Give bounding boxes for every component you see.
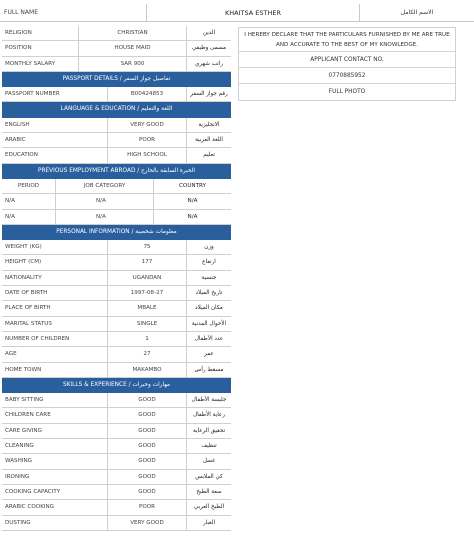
row-value: HOUSE MAID — [78, 41, 187, 55]
cv-form — [2, 26, 231, 531]
row-value: POOR — [107, 500, 187, 514]
employment-period: N/A — [5, 198, 15, 205]
row-arabic: تعليم — [203, 152, 215, 159]
row-label: AGE — [5, 351, 17, 358]
basic-section — [2, 26, 231, 72]
info-row — [2, 454, 231, 469]
row-value: VERY GOOD — [107, 118, 187, 132]
row-value: 75 — [107, 240, 187, 254]
full-name-value: KHAITSA ESTHER — [146, 4, 360, 21]
info-row — [2, 41, 231, 56]
info-row — [2, 87, 231, 102]
row-arabic: مسمى وظيفي — [192, 45, 226, 52]
row-value: HIGH SCHOOL — [107, 148, 187, 162]
row-label: NATIONALITY — [5, 274, 42, 281]
row-label: COOKING CAPACITY — [5, 488, 61, 495]
row-label: ENGLISH — [5, 121, 30, 128]
row-arabic: جنسية — [201, 274, 217, 281]
info-row — [2, 393, 231, 408]
info-row — [2, 408, 231, 423]
row-arabic: مكان الميلاد — [195, 305, 223, 312]
passport-header: PASSPORT DETAILS / تفاصيل جواز السفر — [2, 72, 231, 87]
info-row — [2, 286, 231, 301]
row-value: CHRISTIAN — [78, 26, 187, 40]
full-name-label: FULL NAME — [4, 9, 38, 16]
row-value: SINGLE — [107, 317, 187, 331]
info-row — [2, 148, 231, 163]
employment-period: N/A — [5, 213, 15, 220]
row-value: 177 — [107, 255, 187, 269]
employment-row — [2, 210, 231, 225]
row-label: POSITION — [5, 45, 32, 52]
row-arabic: الغبار — [202, 519, 216, 526]
row-value: GOOD — [107, 393, 187, 407]
row-arabic: جليسة الأطفال — [191, 397, 227, 404]
row-label: CHILDREN CARE — [5, 412, 51, 419]
row-value: GOOD — [107, 408, 187, 422]
skills-header: SKILLS & EXPERIENCE / مهارات وخبرات — [2, 378, 231, 393]
full-name-bar — [0, 4, 474, 22]
row-label: DUSTING — [5, 519, 31, 526]
info-row — [2, 118, 231, 133]
info-row — [2, 363, 231, 378]
row-value: 27 — [107, 347, 187, 361]
row-label: HEIGHT (CM) — [5, 259, 42, 266]
row-value: GOOD — [107, 485, 187, 499]
row-label: IRONING — [5, 473, 30, 480]
column-header: COUNTRY — [179, 182, 206, 189]
row-label: CARE GIVING — [5, 427, 42, 434]
row-arabic: تاريخ الميلاد — [195, 290, 223, 297]
info-row — [2, 57, 231, 72]
row-label: MONTHLY SALARY — [5, 60, 56, 67]
info-row — [2, 271, 231, 286]
personal-header: PERSONAL INFORMATION / معلومات شخصية — [2, 225, 231, 240]
row-label: PLACE OF BIRTH — [5, 305, 51, 312]
row-arabic: غسل — [202, 458, 216, 465]
row-arabic: ارتفاع — [202, 259, 216, 266]
info-row — [2, 500, 231, 515]
row-label: WASHING — [5, 458, 32, 465]
row-label: BABY SITTING — [5, 397, 44, 404]
info-row — [2, 255, 231, 270]
contact-label: APPLICANT CONTACT NO. — [239, 52, 455, 68]
row-value: GOOD — [107, 424, 187, 438]
employment-country: N/A — [187, 213, 198, 220]
info-row — [2, 332, 231, 347]
row-label: PASSPORT NUMBER — [5, 91, 60, 98]
row-arabic: سعة الطبخ — [196, 488, 222, 495]
info-row — [2, 317, 231, 332]
column-header: PERIOD — [17, 182, 40, 189]
row-label: ARABIC — [5, 137, 26, 144]
row-value: MBALE — [107, 301, 187, 315]
row-value: GOOD — [107, 470, 187, 484]
row-arabic: الدين — [202, 30, 215, 36]
row-arabic: الطبخ العربي — [193, 504, 225, 511]
row-label: MARITAL STATUS — [5, 320, 52, 327]
row-label: RELIGION — [5, 30, 32, 36]
row-arabic: وزن — [204, 244, 214, 251]
row-value: SAR 900 — [78, 57, 187, 71]
row-arabic: الانجليزية — [198, 121, 220, 128]
row-label: DATE OF BIRTH — [5, 290, 48, 297]
row-arabic: رقم جواز السفر — [190, 91, 228, 98]
row-value: 1997-08-27 — [107, 286, 187, 300]
info-row — [2, 240, 231, 255]
info-row — [2, 470, 231, 485]
employment-job: N/A — [55, 194, 154, 208]
row-arabic: اللغة العربية — [195, 137, 223, 144]
row-arabic: عمر — [204, 351, 214, 358]
row-value: GOOD — [107, 454, 187, 468]
row-label: HOME TOWN — [5, 366, 42, 373]
row-arabic: مسقط رأس — [194, 366, 224, 373]
info-row — [2, 133, 231, 148]
row-label: ARABIC COOKING — [5, 504, 55, 511]
row-arabic: الأحوال المدنية — [191, 320, 227, 327]
row-label: CLEANING — [5, 443, 34, 450]
employment-header: PREVIOUS EMPLOYMENT ABROAD / الخبرة السابقة بالخارج — [2, 164, 231, 179]
employment-country: N/A — [187, 198, 198, 205]
row-label: NUMBER OF CHILDREN — [5, 335, 70, 342]
employment-job: N/A — [55, 210, 154, 224]
contact-number: 0770885952 — [239, 68, 455, 84]
row-arabic: تنظيف — [201, 443, 217, 450]
row-label: EDUCATION — [5, 152, 38, 159]
language-header: LANGUAGE & EDUCATION / اللغة والتعليم — [2, 102, 231, 117]
row-label: WEIGHT (KG) — [5, 244, 42, 251]
info-row — [2, 26, 231, 41]
full-photo-label: FULL PHOTO — [328, 89, 366, 95]
row-arabic: رعاية الأطفال — [193, 412, 225, 419]
row-arabic: عدد الأطفال — [194, 335, 224, 342]
info-row — [2, 516, 231, 531]
info-row — [2, 424, 231, 439]
row-value: B00424853 — [107, 87, 187, 101]
row-value: GOOD — [107, 439, 187, 453]
full-name-arabic: الاسم الكامل — [400, 9, 434, 16]
info-row — [2, 301, 231, 316]
row-value: POOR — [107, 133, 187, 147]
declaration-panel — [238, 27, 456, 101]
row-value: MAKAMBO — [107, 363, 187, 377]
info-row — [2, 347, 231, 362]
declaration-text: I HEREBY DECLARE THAT THE PARTICULARS FURNISHED BY ME ARE TRUE AND ACCURATE TO THE BEST OF MY KNOWLEDGE. — [239, 28, 455, 52]
info-row — [2, 485, 231, 500]
row-value: 1 — [107, 332, 187, 346]
employment-row — [2, 194, 231, 209]
row-arabic: تحقيق الرعاية — [192, 427, 226, 434]
row-arabic: كي الملابس — [195, 473, 223, 480]
column-header: JOB CATEGORY — [55, 179, 154, 193]
employment-column-headers — [2, 179, 231, 194]
info-row — [2, 439, 231, 454]
row-value: UGANDAN — [107, 271, 187, 285]
row-arabic: راتب شهري — [195, 60, 223, 67]
row-value: VERY GOOD — [107, 516, 187, 530]
